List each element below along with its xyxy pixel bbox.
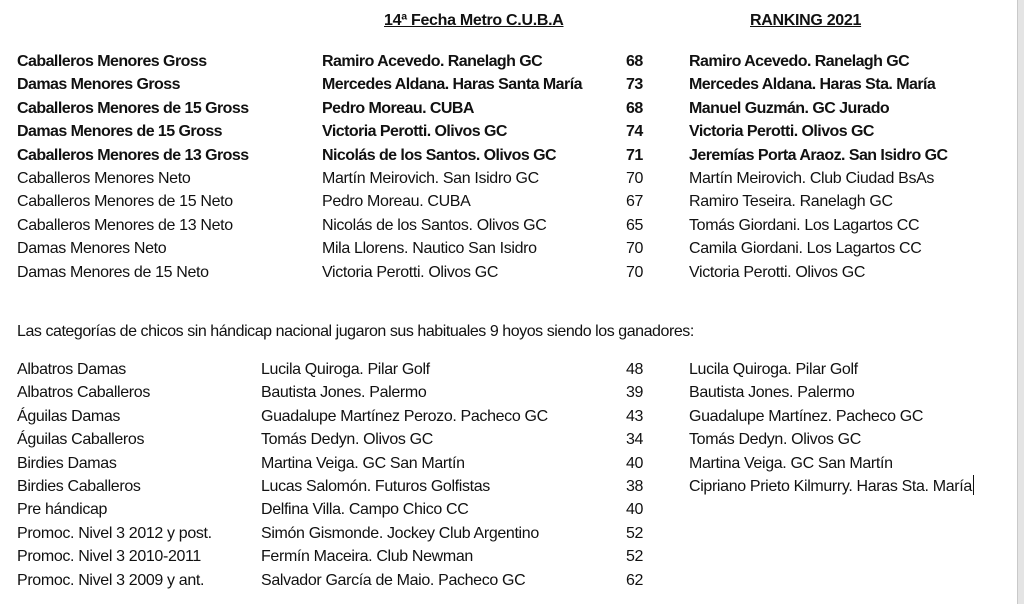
category-cell: Águilas Damas: [17, 407, 121, 425]
ranking-cell: Martina Veiga. GC San Martín: [689, 454, 893, 472]
table-row: [0, 545, 1016, 568]
text-cursor: [973, 475, 974, 495]
table-row: [0, 261, 1016, 284]
ranking-cell: Bautista Jones. Palermo: [689, 384, 855, 402]
category-cell: Caballeros Menores Gross: [17, 53, 207, 70]
table-row: [0, 452, 1016, 475]
category-cell: Damas Menores de 15 Neto: [17, 263, 209, 281]
winner-cell: Delfina Villa. Campo Chico CC: [261, 501, 469, 519]
category-cell: Promoc. Nivel 3 2012 y post.: [17, 524, 212, 542]
winner-cell: Simón Gismonde. Jockey Club Argentino: [261, 524, 539, 542]
score-cell: 39: [626, 384, 644, 402]
score-cell: 34: [626, 431, 644, 449]
category-cell: Caballeros Menores de 13 Neto: [17, 216, 233, 234]
winner-cell: Mercedes Aldana. Haras Santa María: [322, 76, 582, 94]
table-row: [0, 381, 1016, 404]
table-row: [0, 522, 1016, 545]
table-row: [0, 144, 1016, 167]
category-cell: Caballeros Menores Neto: [17, 170, 191, 187]
table-row: [0, 358, 1016, 381]
table-row: [0, 50, 1016, 73]
winner-cell: Nicolás de los Santos. Olivos GC: [322, 216, 547, 234]
table-row: [0, 97, 1016, 120]
table-row: [0, 73, 1016, 96]
ranking-cell: Manuel Guzmán. GC Jurado: [689, 99, 890, 117]
winner-cell: Victoria Perotti. Olivos GC: [322, 263, 499, 281]
table-row: [0, 237, 1016, 260]
score-cell: 70: [626, 240, 644, 258]
winner-cell: Mila Llorens. Nautico San Isidro: [322, 240, 537, 258]
ranking-cell: Lucila Quiroga. Pilar Golf: [689, 361, 858, 378]
ranking-cell: Tomás Giordani. Los Lagartos CC: [689, 216, 920, 234]
score-cell: 48: [626, 361, 644, 378]
winner-cell: Pedro Moreau. CUBA: [322, 193, 471, 211]
score-cell: 62: [626, 571, 644, 589]
score-cell: 68: [626, 99, 643, 117]
category-cell: Birdies Damas: [17, 454, 117, 472]
winner-cell: Guadalupe Martínez Perozo. Pacheco GC: [261, 407, 548, 425]
ranking-cell: Tomás Dedyn. Olivos GC: [689, 431, 861, 449]
table-row: [0, 167, 1016, 190]
ranking-cell: Victoria Perotti. Olivos GC: [689, 263, 866, 281]
table-row: [0, 405, 1016, 428]
category-cell: Promoc. Nivel 3 2010-2011: [17, 548, 201, 566]
winner-cell: Pedro Moreau. CUBA: [322, 99, 474, 117]
winner-cell: Fermín Maceira. Club Newman: [261, 548, 473, 566]
table-row: [0, 120, 1016, 143]
ranking-cell: Guadalupe Martínez. Pacheco GC: [689, 407, 924, 425]
score-cell: 52: [626, 548, 644, 566]
table-row: [0, 428, 1016, 451]
winner-cell: Salvador García de Maio. Pacheco GC: [261, 571, 526, 589]
winner-cell: Tomás Dedyn. Olivos GC: [261, 431, 433, 449]
category-cell: Damas Menores Gross: [17, 76, 180, 94]
winner-cell: Bautista Jones. Palermo: [261, 384, 427, 402]
category-cell: Águilas Caballeros: [17, 431, 145, 449]
ranking-cell: Mercedes Aldana. Haras Sta. María: [689, 76, 936, 94]
table-row: [0, 214, 1016, 237]
winner-cell: Martín Meirovich. San Isidro GC: [322, 170, 539, 187]
score-cell: 74: [626, 123, 643, 141]
category-cell: Birdies Caballeros: [17, 478, 141, 495]
category-cell: Albatros Caballeros: [17, 384, 150, 402]
category-cell: Caballeros Menores de 13 Gross: [17, 146, 249, 164]
table-row: [0, 498, 1016, 521]
heading-ranking: RANKING 2021: [750, 12, 862, 29]
table-row: [0, 475, 1016, 498]
category-cell: Caballeros Menores de 15 Gross: [17, 99, 249, 117]
score-cell: 40: [626, 454, 644, 472]
category-cell: Promoc. Nivel 3 2009 y ant.: [17, 571, 205, 589]
winner-cell: Lucas Salomón. Futuros Golfistas: [261, 478, 490, 495]
category-cell: Pre hándicap: [17, 501, 108, 519]
ranking-cell: Victoria Perotti. Olivos GC: [689, 123, 874, 141]
winner-cell: Ramiro Acevedo. Ranelagh GC: [322, 53, 543, 70]
winner-cell: Nicolás de los Santos. Olivos GC: [322, 146, 557, 164]
score-cell: 70: [626, 263, 644, 281]
ranking-cell: Martín Meirovich. Club Ciudad BsAs: [689, 170, 935, 187]
table-row: [0, 569, 1016, 592]
score-cell: 73: [626, 76, 643, 94]
category-cell: Albatros Damas: [17, 361, 126, 378]
category-cell: Caballeros Menores de 15 Neto: [17, 193, 233, 211]
page-edge-scrollbar[interactable]: [1017, 0, 1024, 604]
ranking-cell: Camila Giordani. Los Lagartos CC: [689, 240, 922, 258]
table-row: [0, 190, 1016, 213]
score-cell: 68: [626, 53, 643, 70]
heading-fecha: 14ª Fecha Metro C.U.B.A: [384, 12, 564, 29]
intro-paragraph: Las categorías de chicos sin hándicap nacional jugaron sus habituales 9 hoyos siendo los ganadores:: [17, 323, 694, 340]
ranking-cell: Ramiro Acevedo. Ranelagh GC: [689, 53, 910, 70]
score-cell: 65: [626, 216, 644, 234]
ranking-cell: Cipriano Prieto Kilmurry. Haras Sta. María: [689, 475, 974, 498]
score-cell: 43: [626, 407, 644, 425]
winner-cell: Victoria Perotti. Olivos GC: [322, 123, 507, 141]
score-cell: 71: [626, 146, 643, 164]
ranking-cell: Ramiro Teseira. Ranelagh GC: [689, 193, 893, 211]
winner-cell: Lucila Quiroga. Pilar Golf: [261, 361, 430, 378]
ranking-cell: Jeremías Porta Araoz. San Isidro GC: [689, 146, 948, 164]
score-cell: 38: [626, 478, 644, 495]
score-cell: 52: [626, 524, 644, 542]
score-cell: 40: [626, 501, 644, 519]
winner-cell: Martina Veiga. GC San Martín: [261, 454, 465, 472]
score-cell: 70: [626, 170, 644, 187]
category-cell: Damas Menores Neto: [17, 240, 167, 258]
category-cell: Damas Menores de 15 Gross: [17, 123, 223, 141]
score-cell: 67: [626, 193, 644, 211]
